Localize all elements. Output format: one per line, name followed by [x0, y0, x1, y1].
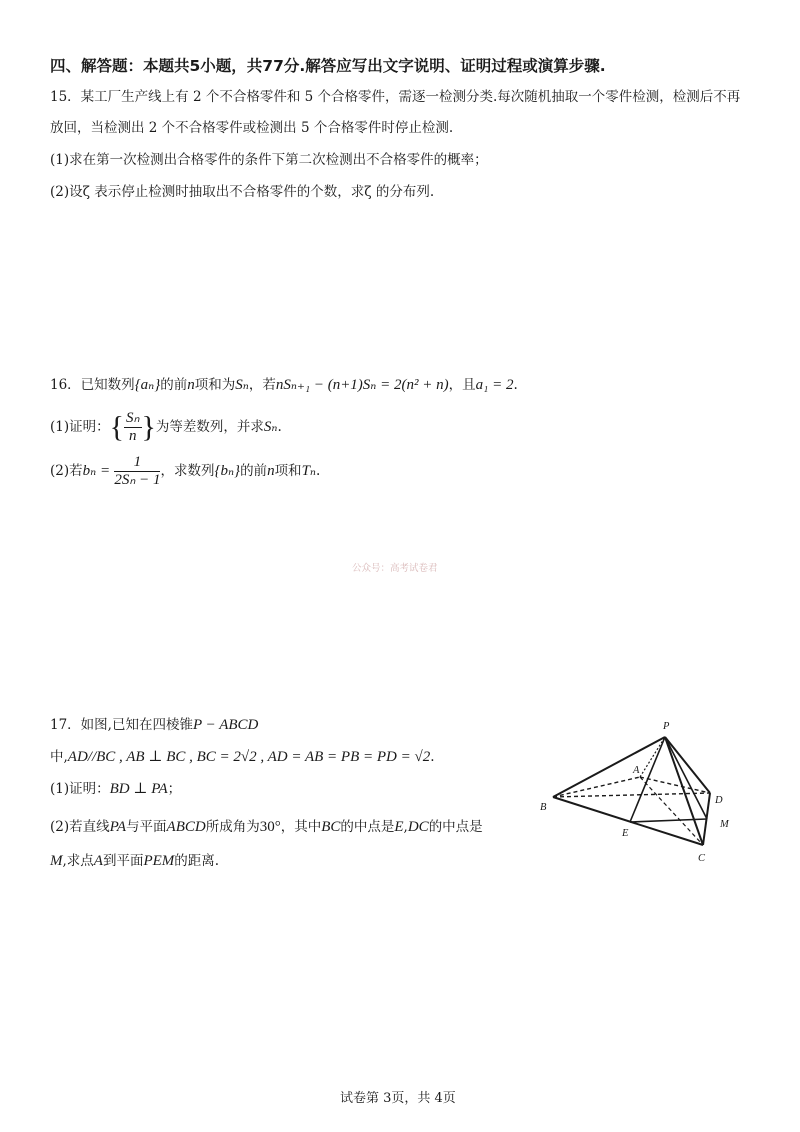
q17-part2-d: ，其中 — [280, 819, 322, 835]
q17-part2-g: 的中点是 — [428, 819, 483, 835]
q16-p2-prefix: (2)若 — [50, 463, 83, 479]
q17-part2-e: 的中点是 — [340, 819, 395, 835]
q17-part3-a: ,求点 — [62, 853, 94, 869]
q16-stem-mid2: 项和为 — [194, 377, 236, 393]
label-E: E — [622, 828, 629, 839]
q17-part2-e-point: E — [394, 819, 404, 835]
q16-stem-mid1: 的前 — [160, 377, 188, 393]
q17-part2-b: 与平面 — [126, 819, 167, 835]
q16-seq-a: {aₙ} — [134, 377, 161, 393]
left-brace-icon: { — [109, 410, 125, 444]
q16-part1 — [50, 410, 282, 445]
q16-p1-frac-num: Sₙ — [126, 410, 140, 426]
q17-line2-prefix: 中, — [50, 749, 68, 765]
q17-part1-prefix: (1)证明： — [50, 781, 110, 797]
q16-equation: nSₙ₊₁ − (n+1)Sₙ = 2(n² + n) — [275, 377, 449, 393]
q16-p1-prefix: (1)证明： — [50, 419, 110, 435]
label-M: M — [720, 819, 729, 830]
label-A: A — [633, 765, 640, 776]
q15-part2: (2)设ζ 表示停止检测时抽取出不合格零件的个数，求ζ 的分布列. — [50, 184, 435, 200]
q17-line2-end: . — [430, 749, 435, 765]
q17-part1 — [50, 780, 181, 798]
edge-PB — [553, 737, 665, 797]
q16-initial: a₁ = 2 — [475, 377, 514, 393]
q16-p1-sn: Sₙ — [263, 419, 278, 435]
q17-line1 — [50, 716, 258, 734]
q16-p1-fraction — [124, 410, 141, 445]
q16-n: n — [187, 377, 195, 393]
pyramid-figure — [535, 715, 760, 870]
q15-line1: 15．某工厂生产线上有 2 个不合格零件和 5 个合格零件，需逐一检测分类.每次随机抽取一个零件检测，检测后不再 — [50, 89, 741, 105]
q16-stem-end: . — [513, 377, 518, 393]
label-B: B — [540, 802, 547, 813]
edge-PC — [665, 737, 703, 845]
q17-conditions: AD//BC , AB ⊥ BC , BC = 2√2 , AD = AB = PB = PD = √2 — [67, 749, 431, 765]
q16-stem-prefix: 16．已知数列 — [50, 377, 135, 393]
right-brace-icon: } — [141, 410, 156, 444]
q16-p2-end: . — [315, 463, 321, 479]
q16-p2-fraction — [114, 454, 160, 489]
q16-p2-seq: {bₙ} — [214, 463, 241, 479]
q17-part3-c: 的距离. — [174, 853, 220, 869]
q16-p2-n: n — [267, 463, 275, 479]
watermark: 公众号：高考试卷君 — [352, 563, 438, 574]
q17-part2-dc: DC — [407, 819, 429, 835]
q17-part3-m: M — [50, 853, 63, 869]
q16-sn: Sₙ — [235, 377, 249, 393]
q16-stem — [50, 376, 518, 394]
q17-part1-stmt: BD ⊥ PA — [109, 781, 168, 797]
q16-p2-mid3: 项和 — [274, 463, 302, 479]
q16-p2-bn: bₙ = — [82, 463, 111, 479]
edge-PE — [630, 737, 665, 822]
label-D: D — [715, 795, 723, 806]
q17-part2-a: (2)若直线 — [50, 819, 110, 835]
edge-BA — [553, 777, 640, 797]
page-footer: 试卷第 3页，共 4页 — [340, 1091, 456, 1106]
section-title: 四、解答题：本题共5小题，共77分.解答应写出文字说明、证明过程或演算步骤. — [50, 57, 606, 75]
q16-p2-tn: Tₙ — [301, 463, 316, 479]
q16-stem-mid4: ，且 — [448, 377, 476, 393]
edge-PD — [665, 737, 710, 793]
q17-part3-a-point: A — [93, 853, 103, 869]
q17-part2 — [50, 818, 483, 836]
label-P: P — [663, 721, 670, 732]
q16-p2-mid2: 的前 — [240, 463, 268, 479]
q17-line2 — [50, 748, 435, 766]
q16-stem-mid3: ，若 — [248, 377, 276, 393]
q17-part2-angle: 30° — [259, 819, 281, 835]
q16-p2-mid: ，求数列 — [160, 463, 215, 479]
q17-line1-prefix: 17．如图,已知在四棱锥 — [50, 717, 193, 733]
q17-part1-end: ； — [167, 781, 182, 797]
q16-p2-frac-num: 1 — [114, 454, 160, 472]
label-C: C — [698, 853, 706, 864]
q17-pyramid: P − ABCD — [192, 717, 259, 733]
q17-part2-c: 所成角为 — [205, 819, 260, 835]
q17-part2-abcd: ABCD — [166, 819, 206, 835]
q16-p1-mid: 为等差数列，并求 — [155, 419, 264, 435]
q17-part2-pa: PA — [109, 819, 127, 835]
q17-part3-pem: PEM — [143, 853, 175, 869]
q17-part2-f: , — [403, 819, 408, 835]
q17-part3-b: 到平面 — [102, 853, 144, 869]
q16-part2 — [50, 454, 320, 489]
q16-p1-end: . — [277, 419, 282, 435]
q16-p2-frac-den: 2Sₙ − 1 — [114, 472, 161, 488]
q17-part3 — [50, 852, 219, 870]
q17-part2-bc: BC — [321, 819, 341, 835]
edge-PM — [665, 737, 707, 819]
q15-line2: 放回，当检测出 2 个不合格零件或检测出 5 个合格零件时停止检测. — [50, 120, 454, 136]
q16-p1-frac-den: n — [129, 428, 137, 444]
q15-part1: (1)求在第一次检测出合格零件的条件下第二次检测出不合格零件的概率； — [50, 152, 488, 168]
